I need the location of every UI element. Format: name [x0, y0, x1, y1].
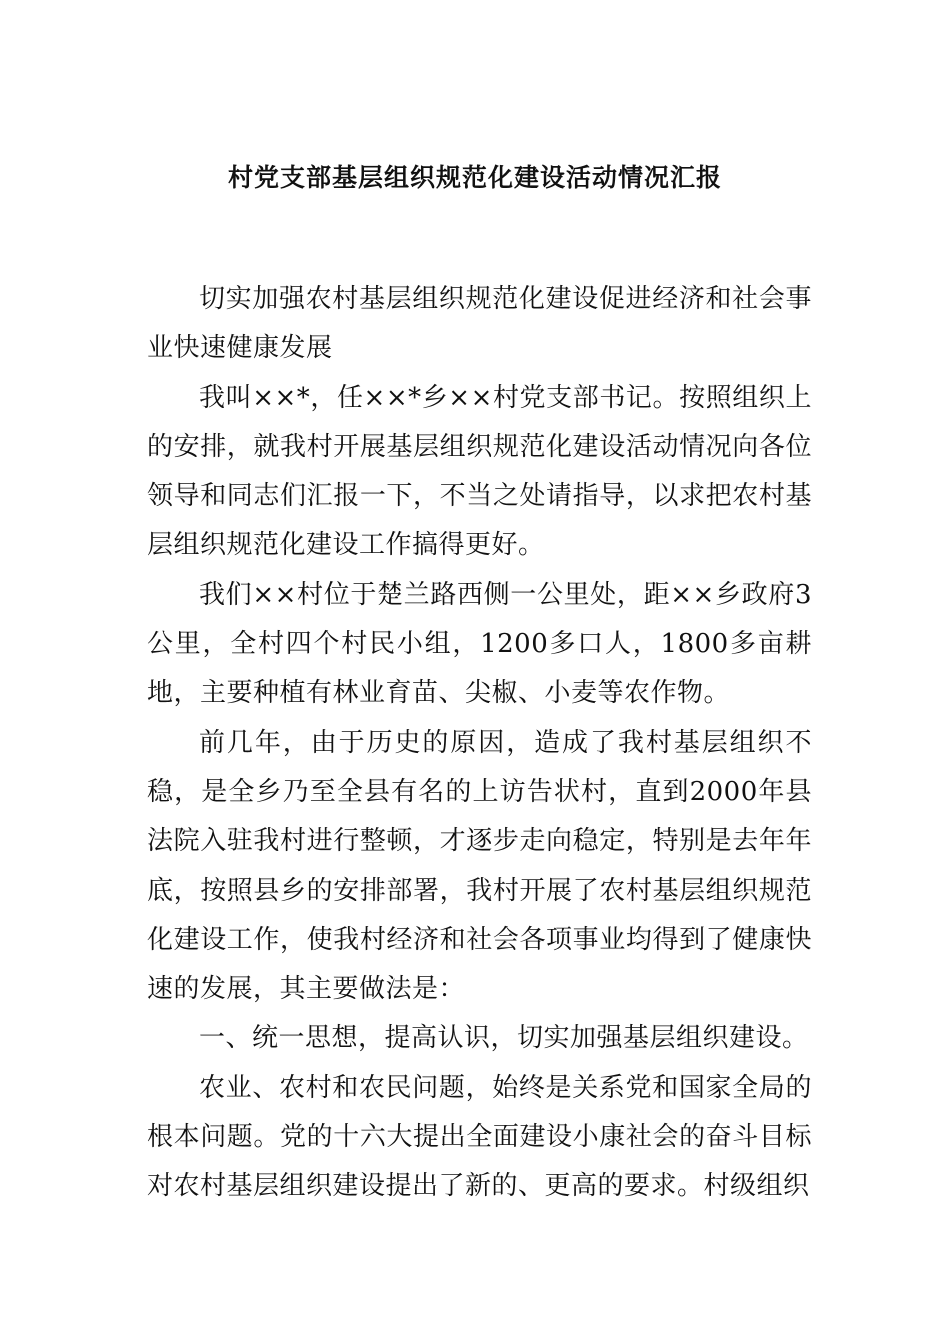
document-title: 村党支部基层组织规范化建设活动情况汇报 [227, 163, 722, 192]
document-body [147, 275, 812, 1212]
paragraph-background: 前几年，由于历史的原因，造成了我村基层组织不稳，是全乡乃至全县有名的上访告状村，直到2000年县法院入驻我村进行整顿，才逐步走向稳定，特别是去年年底，按照县乡的安排部署，我村开展了农村基层组织规范化建设工作，使我村经济和社会各项事业均得到了健康快速的发展，其主要做法是： [147, 727, 812, 1005]
paragraph-introduction: 我叫××*，任××*乡××村党支部书记。按照组织上的安排，就我村开展基层组织规范化建设活动情况向各位领导和同志们汇报一下，不当之处请指导，以求把农村基层组织规范化建设工作搞得更好。 [147, 382, 812, 561]
paragraph-subtitle: 切实加强农村基层组织规范化建设促进经济和社会事业快速健康发展 [147, 284, 812, 364]
paragraph-section-1-body: 农业、农村和农民问题，始终是关系党和国家全局的根本问题。党的十六大提出全面建设小康社会的奋斗目标对农村基层组织建设提出了新的、更高的要求。村级组织 [147, 1072, 812, 1202]
paragraph-village-overview: 我们××村位于楚兰路西侧一公里处，距××乡政府3公里，全村四个村民小组，1200多口人，1800多亩耕地，主要种植有林业育苗、尖椒、小麦等农作物。 [147, 579, 812, 709]
paragraph-section-heading-1: 一、统一思想，提高认识，切实加强基层组织建设。 [199, 1023, 809, 1054]
